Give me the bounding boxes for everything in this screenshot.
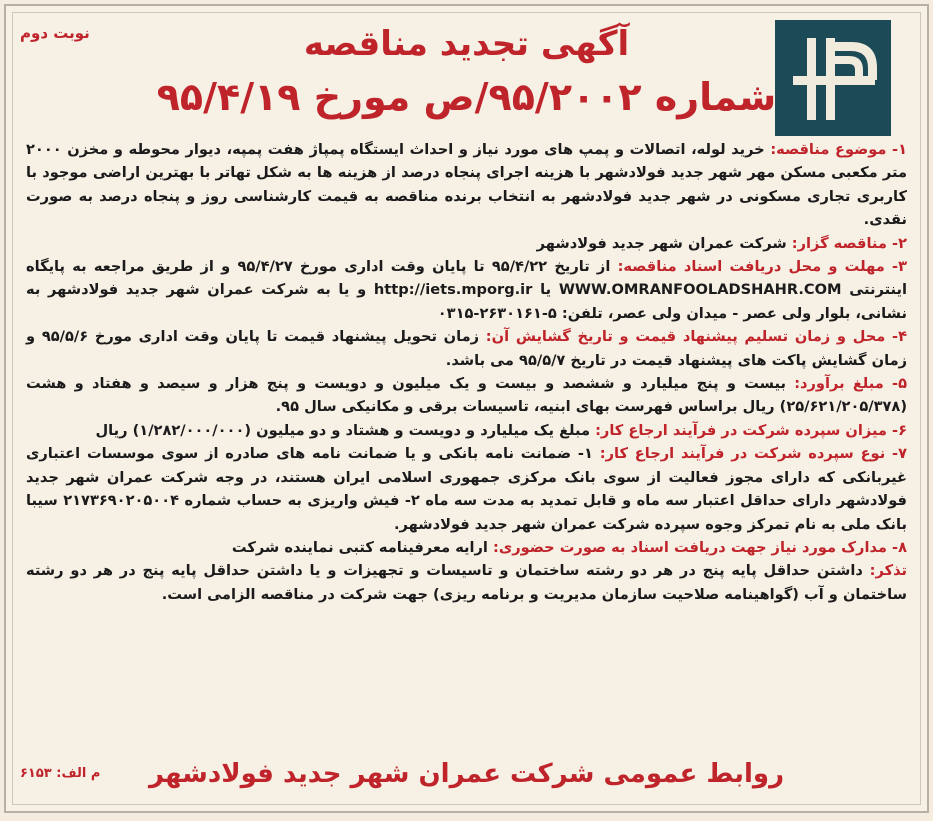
section-label: ۵- مبلغ برآورد: bbox=[794, 375, 907, 393]
company-logo-icon bbox=[775, 20, 891, 136]
section-submission bbox=[26, 325, 907, 372]
section-label: ۴- محل و زمان تسلیم پیشنهاد قیمت و تاریخ گشایش آن: bbox=[485, 328, 907, 346]
section-label: ۶- میزان سپرده شرکت در فرآیند ارجاع کار: bbox=[595, 421, 907, 439]
section-label: ۲- مناقصه گزار: bbox=[791, 234, 907, 252]
section-deposit-amount bbox=[26, 419, 907, 442]
or-text: یا bbox=[540, 281, 552, 299]
company-logo bbox=[775, 20, 891, 136]
section-subject bbox=[26, 138, 907, 232]
section-text: ۱- ضمانت نامه بانکی و یا ضمانت نامه های صادره از سوی موسسات اعتباری غیربانکی که دارای مجوز فعالیت از سوی بانک مرکزی جمهوری اسلامی ایران هستند، در وجه شرکت عمران شهر جدید فولادشهر دارای حداقل اعتبار سه ماه و قابل تمدید به مدت سه ماه ۲- فیش واریزی به حساب شماره ۲۱۷۳۶۹۰۲۰۵۰۰۴ سیبا بانک ملی به نام تمرکز وجوه سپرده شرکت عمران شهر جدید فولادشهر. bbox=[26, 445, 907, 533]
reference-code: م الف: ۶۱۵۳ bbox=[20, 766, 101, 781]
section-text: مبلغ یک میلیارد و دویست و هشتاد و دو میلیون (۱/۲۸۲/۰۰۰/۰۰۰) ریال bbox=[95, 421, 590, 439]
section-text: شرکت عمران شهر جدید فولادشهر bbox=[536, 234, 787, 252]
notice-page bbox=[4, 4, 929, 813]
section-note bbox=[26, 559, 907, 606]
notice-title: آگهی تجدید مناقصه bbox=[303, 24, 630, 64]
section-label: ۷- نوع سپرده شرکت در فرآیند ارجاع کار: bbox=[599, 445, 907, 463]
section-documents bbox=[26, 255, 907, 325]
signature: روابط عمومی شرکت عمران شهر جدید فولادشهر bbox=[148, 759, 785, 789]
section-label: تذکر: bbox=[869, 562, 907, 580]
section-text: ارایه معرفینامه کتبی نماینده شرکت bbox=[231, 538, 488, 556]
section-text: زمان تحویل پیشنهاد قیمت تا پایان وقت اداری مورخ ۹۵/۵/۶ و زمان گشایش پاکت های پیشنهاد قیمت در تاریخ ۹۵/۵/۷ می باشد. bbox=[26, 328, 907, 369]
section-label: ۳- مهلت و محل دریافت اسناد مناقصه: bbox=[617, 258, 907, 276]
section-text: و یا به شرکت عمران شهر جدید فولادشهر به نشانی، بلوار ولی عصر - میدان ولی عصر، تلفن: ۵-۲۶۳۰۱۶۱-۰۳۱۵ bbox=[26, 281, 907, 322]
notice-number: شماره ۹۵/۲۰۰۲/ص مورخ ۹۵/۴/۱۹ bbox=[156, 75, 777, 119]
section-text: بیست و پنج میلیارد و ششصد و بیست و یک میلیون و دویست و پنج هزار و سیصد و هفتاد و هشت (۲۵/۶۲۱/۲۰۵/۳۷۸) ریال براساس فهرست بهای ابنیه، تاسیسات برقی و مکانیکی سال ۹۵. bbox=[26, 375, 907, 416]
website-link-omran[interactable]: WWW.OMRANFOOLADSHAHR.COM bbox=[558, 281, 842, 299]
website-link-iets[interactable]: http://iets.mporg.ir bbox=[373, 281, 533, 299]
section-text: خرید لوله، اتصالات و پمپ های مورد نیاز و احداث ایستگاه پمپاژ هفت پمپه، دیوار محوطه و مخزن ۲۰۰۰ متر مکعبی مسکن مهر شهر جدید فولادشهر با هزینه اجرای پنجاه درصد از هزینه ها به شکل تهاتر با بهترین اراضی موجود با کاربری تجاری مسکونی در شهر جدید فولادشهر به انتخاب برنده مناقصه به قیمت کارشناسی روز و پنجاه درصد به صورت نقدی. bbox=[26, 141, 907, 229]
section-text: داشتن حداقل پایه پنج در هر دو رشته ساختمان و تاسیسات و تجهیزات و یا داشتن حداقل پایه پنج در هر دو رشته ساختمان و آب (گواهینامه صلاحیت سازمان مدیریت و برنامه ریزی) جهت شرکت در مناقصه الزامی است. bbox=[26, 562, 907, 603]
round-label: نوبت دوم bbox=[20, 24, 90, 42]
section-deposit-type bbox=[26, 442, 907, 536]
section-required-docs bbox=[26, 536, 907, 559]
section-label: ۸- مدارک مورد نیاز جهت دریافت اسناد به صورت حضوری: bbox=[493, 538, 907, 556]
section-estimate bbox=[26, 372, 907, 419]
section-tenderer bbox=[26, 232, 907, 255]
section-text: از تاریخ ۹۵/۴/۲۲ تا پایان وقت اداری مورخ ۹۵/۴/۲۷ و از طریق مراجعه به پایگاه اینترنتی bbox=[26, 258, 907, 299]
section-label: ۱- موضوع مناقصه: bbox=[770, 141, 907, 158]
notice-body bbox=[26, 138, 907, 606]
